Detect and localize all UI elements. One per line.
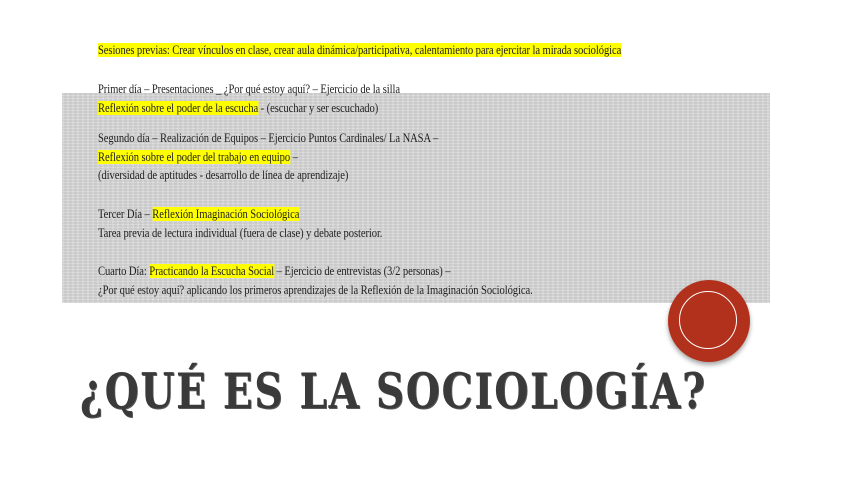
slide-title: ¿QUÉ ES LA SOCIOLOGÍA? bbox=[80, 362, 707, 420]
dia3-line1 bbox=[98, 207, 299, 222]
previas-text: Sesiones previas: Crear vínculos en clase, crear aula dinámica/participativa, calentamiento para ejercitar la mirada sociológica bbox=[98, 43, 622, 57]
dia4-line1 bbox=[98, 264, 450, 279]
dia4-rest: – Ejercicio de entrevistas (3/2 personas) – bbox=[274, 264, 451, 278]
dia1-reflexion: Reflexión sobre el poder de la escucha bbox=[98, 101, 259, 115]
dia2-line2 bbox=[98, 150, 298, 165]
dia4-line2: ¿Por qué estoy aquí? aplicando los primeros aprendizajes de la Reflexión de la Imaginación Sociológica. bbox=[98, 283, 533, 297]
dia1-line1: Primer día – Presentaciones _ ¿Por qué estoy aquí? – Ejercicio de la silla bbox=[98, 82, 400, 96]
dia2-line1: Segundo día – Realización de Equipos – Ejercicio Puntos Cardinales/ La NASA – bbox=[98, 131, 439, 145]
decorative-circle-icon bbox=[668, 280, 750, 362]
dia2-rest: – bbox=[290, 150, 298, 164]
dia2-reflexion: Reflexión sobre el poder del trabajo en equipo bbox=[98, 150, 291, 164]
dia2-line3: (diversidad de aptitudes - desarrollo de línea de aprendizaje) bbox=[98, 168, 349, 182]
previas-line bbox=[98, 43, 621, 58]
dia1-rest: - (escuchar y ser escuchado) bbox=[258, 101, 379, 115]
dia3-prefix: Tercer Día – bbox=[98, 207, 153, 221]
dia1-line2 bbox=[98, 101, 378, 116]
dia3-line2: Tarea previa de lectura individual (fuera de clase) y debate posterior. bbox=[98, 226, 383, 240]
inner-ring bbox=[679, 291, 737, 349]
dia4-practica: Practicando la Escucha Social bbox=[149, 264, 275, 278]
dia3-reflexion: Reflexión Imaginación Sociológica bbox=[152, 207, 300, 221]
dia4-prefix: Cuarto Día: bbox=[98, 264, 150, 278]
